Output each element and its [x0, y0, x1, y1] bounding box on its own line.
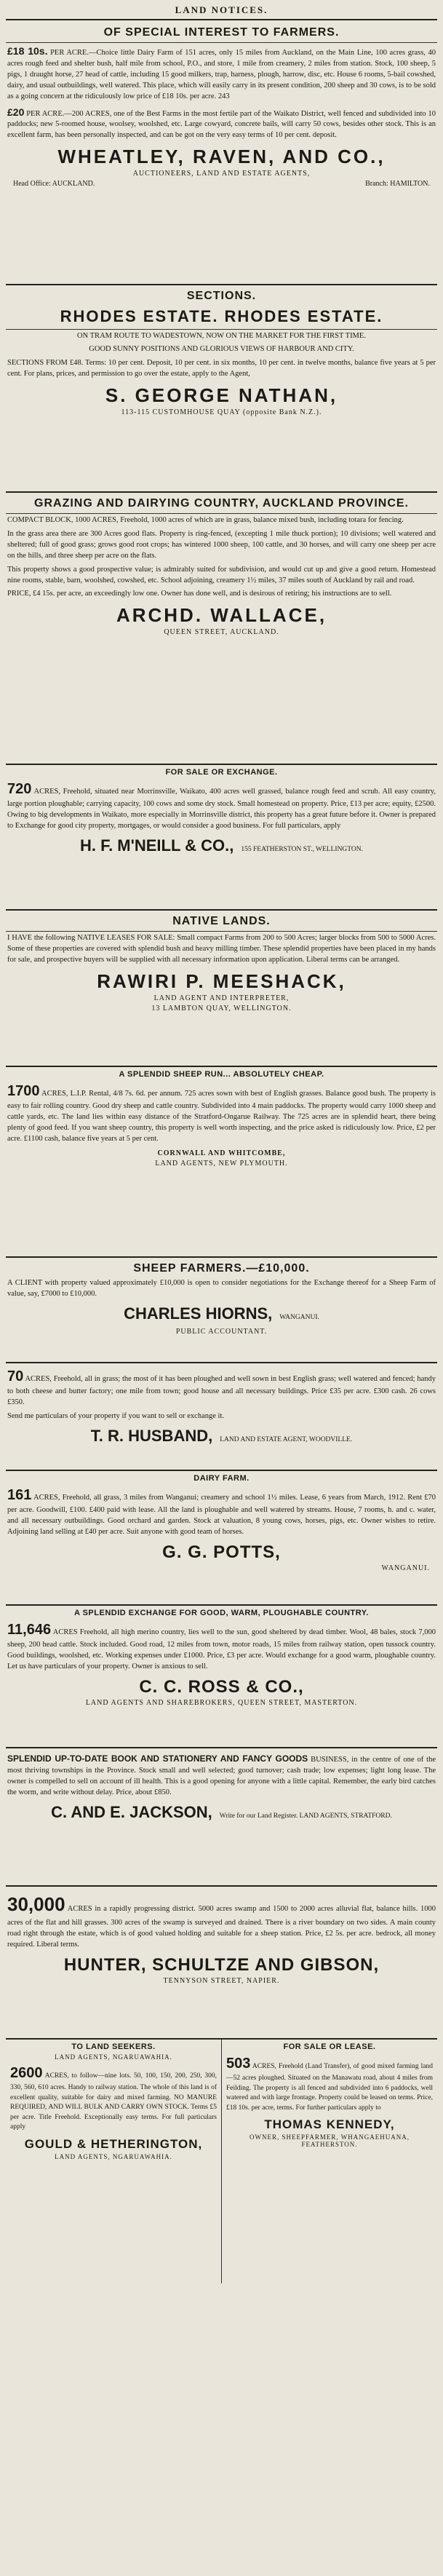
ad-text: ACRES, L.I.P. Rental, 4/8 7s. 6d. per annum. 725 acres sown with best of English grasses. Balance good bush. The property is easy to fair rolling country. Good dry sheep and cattle country. Subdivided into 4 main paddocks. The property would carry 1000 sheep and cattle yards, etc. The land lies within easy distance of the Stratford-Ongarue Railway. The 725 acres are in splendid heart, there being plenty of good feed. If you want sheep country, this property is well worth inspecting, and the price asked is ridiculously low. Price, £2 per acre. £1100 cash, balance five years at 5 per cent.: [7, 1090, 436, 1144]
firm-address: QUEEN STREET, AUCKLAND.: [164, 628, 279, 637]
firm-name: C. AND E. JACKSON,: [51, 1802, 212, 1821]
two-column-row: [6, 2040, 437, 2283]
ad-body: [226, 2053, 433, 2113]
firm-subtitle: TENNYSON STREET, NAPIER.: [163, 1976, 280, 1985]
ad-ross: [6, 1606, 437, 1748]
price-lead: £18 10s.: [7, 45, 48, 57]
firm-town: WANGANUI.: [381, 1564, 430, 1573]
ad-body: [7, 1891, 436, 1951]
ad-potts: [6, 1471, 437, 1606]
ad-body: [7, 779, 436, 832]
ad-body: [10, 2063, 217, 2133]
ad-body: [7, 1753, 436, 1799]
ad-text: BUSINESS, in the centre of one of the most thriving townships in the Province. Stock small and well selected; good turnover; cash trade; low expenses; light long lease. The owner is compelled to sell on account of ill health. This is a good opening for anyone with a little capital. Remember, the early bird catches the worm, and write without delay. Price, about £850.: [7, 1756, 436, 1796]
firm-address: 13 LAMBTON QUAY, WELLINGTON.: [151, 1004, 292, 1012]
ad-text: ACRES, to follow—nine lots. 50, 100, 150, 200, 250, 300, 330, 560, 610 acres. Handy to railway station. The whole of this land is of excellent quality, suitable for dairy and mixed farming. NO MANURE REQUIRED, AND WILL BULK AND CARRY OWN STOCK. Terms £5 per acre. Title Freehold. Exceptionally easy terms. For full particulars apply: [10, 2072, 217, 2131]
ad-rhodes-estate: [6, 285, 437, 493]
firm-name: T. R. HUSBAND,: [90, 1427, 213, 1446]
ad-charles-hiorns: [6, 1258, 437, 1363]
firm-name: G. G. POTTS,: [162, 1542, 281, 1563]
firm-name: S. GEORGE NATHAN,: [105, 384, 338, 406]
ad-body: [7, 106, 436, 142]
acreage-lead: 1700: [7, 1083, 40, 1099]
firm-subtitle: LAND AGENT AND INTERPRETER,: [153, 994, 290, 1002]
ad-text: ACRES, Freehold, all grass, 3 miles from Wanganui; creamery and school 1½ miles. Lease, 6 years from March, 1912. Rent £70 per acre. Goodwill, £100. £400 paid with lease. All the land is ploughable and well watered by streams. House, 7 rooms, h. and c. water, and all necessary outbuildings. Good orchard and garden. Stock at valuation, 8 young cows, horses, pigs, etc. Owner wishes to retire. Adjoining land selling at £40 per acre. Suit anyone with good team of horses.: [7, 1494, 436, 1537]
ad-thomas-kennedy: [221, 2040, 437, 2283]
firm-name: CORNWALL AND WHITCOMBE,: [157, 1149, 286, 1158]
price-lead: £20: [7, 106, 25, 118]
ad-text: ACRES in a rapidly progressing district. 5000 acres swamp and 1500 to 2000 acres alluvial flat, balance hills. 1000 acres of the flat and hill grasses. 300 acres of the swamp is surveyed and drained. There is a river boundary on two sides. A main county road right through the estate, which is of good valued holding and suitable for a sheep station. Price, £2 5s. per acre. bedrock, all money required. Liberal terms.: [7, 1905, 436, 1949]
firm-name: WHEATLEY, RAVEN, AND CO.,: [57, 146, 386, 168]
ad-line: GOOD SUNNY POSITIONS AND GLORIOUS VIEWS OF HARBOUR AND CITY.: [89, 344, 354, 353]
firm-name: ARCHD. WALLACE,: [116, 604, 327, 627]
ad-body: [7, 1366, 436, 1408]
head-office: Head Office: AUCKLAND.: [13, 180, 95, 189]
ad-title: DAIRY FARM.: [193, 1474, 250, 1483]
ad-title: FOR SALE OR LEASE.: [283, 2042, 376, 2051]
acreage-lead: 70: [7, 1368, 24, 1384]
branch: Branch: HAMILTON.: [365, 180, 430, 189]
ad-title: TO LAND SEEKERS.: [71, 2042, 156, 2051]
ad-text: ACRES, Freehold, all in grass; the most of it has been ploughed and well sown in best English grass; well watered and fenced; handy to both cheese and butter factory; one mile from town; good house and all necessary buildings. Price £35 per acre. £300 cash. 26 cows £350.: [7, 1375, 436, 1407]
ad-ref: 243: [217, 92, 230, 100]
firm-town: WANGANUI.: [279, 1313, 319, 1321]
ad-text: ACRES, Freehold, situated near Morrinsville, Waikato, 400 acres well grassed, balance rough feed and scrub. All easy country, large portion ploughable; carrying capacity, 100 cows and some dry stock. Small homestead on property. Price, £13 per acre; equity, £2500. Owing to big developments in Waikato, more especially in Morrinsville district, this property has a great future before it. Owner is prepared to Exchange for good city property, mortgages, or would consider a good business. For full particulars, apply: [7, 788, 436, 831]
firm-address: 113-115 CUSTOMHOUSE QUAY (opposite Bank N.Z.).: [121, 408, 322, 416]
ad-subtitle: LAND AGENTS, NGARUAWAHIA.: [55, 2053, 172, 2061]
ad-title: SHEEP FARMERS.—£10,000.: [133, 1262, 310, 1275]
masthead: LAND NOTICES.: [175, 4, 268, 15]
divider: [6, 931, 437, 932]
firm-subtitle: LAND AGENTS AND SHAREBROKERS, QUEEN STREET, MASTERTON.: [85, 1699, 358, 1708]
ad-text: COMPACT BLOCK, 1000 ACRES, Freehold, 1000 acres of which are in grass, balance mixed bush, including totara for fencing.: [7, 516, 404, 524]
ad-text: A CLIENT with property valued approximately £10,000 is open to consider negotiations for the Exchange thereof for a Sheep Farm of value, say, £7000 to £10,000.: [7, 1279, 436, 1298]
ad-text: In the grass area there are 300 Acres good flats. Property is ring-fenced, (excepting 1 mile thuck portion); 10 divisions; well watered and sheltered; full of good grass; grows good root crops; has wintered 1000 sheep, 100 cattle, and 30 horses, and will carry one sheep per acre on the hills, and three sheep per acre on the flats.: [7, 529, 436, 560]
ad-native-lands: [6, 911, 437, 1067]
acreage-lead: 2600: [10, 2065, 43, 2081]
firm-row: [6, 1304, 437, 1323]
ad-text: Send me particulars of your property if you want to sell or exchange it.: [7, 1412, 224, 1421]
ad-wheatley-raven: [6, 22, 437, 285]
firm-subtitle: PUBLIC ACCOUNTANT.: [175, 1327, 268, 1336]
firm-subtitle: Write for our Land Register. LAND AGENTS, STRATFORD.: [219, 1812, 392, 1820]
firm-name: CHARLES HIORNS,: [124, 1304, 273, 1323]
divider: [6, 42, 437, 43]
ad-line: ON TRAM ROUTE TO WADESTOWN, NOW ON THE MARKET FOR THE FIRST TIME.: [77, 332, 366, 340]
divider: [6, 19, 437, 20]
ad-body: [7, 1620, 436, 1673]
firm-subtitle: OWNER, SHEEPFARMER, WHANGAEHUANA, FEATHERSTON.: [250, 2133, 410, 2149]
ad-hunter-schultze: [6, 1887, 437, 2040]
ad-title: OF SPECIAL INTEREST TO FARMERS.: [103, 26, 340, 39]
acreage-lead: 161: [7, 1487, 32, 1503]
acreage-lead: 503: [226, 2056, 251, 2072]
divider: [6, 513, 437, 514]
ad-title: GRAZING AND DAIRYING COUNTRY, AUCKLAND PROVINCE.: [34, 497, 409, 510]
ad-text: PRICE, £4 15s. per acre, an exceedingly low one. Owner has done well, and is desirous of retiring; his instructions are to sell.: [7, 590, 392, 598]
ad-text: ACRES, Freehold (Land Transfer), of good mixed farming land—52 acres ploughed. Situated on the Manawatu road, about 4 miles from Feilding. The property is all fenced and subdivided into 6 paddocks, well watered and with large frontage. Property could be leased on terms. Price, £18 10s. per acre, terms. For further particulars apply to: [226, 2063, 433, 2112]
ad-text: PER ACRE.—Choice little Dairy Farm of 151 acres, only 15 miles from Auckland, on the Main Line, 100 acres grass, 40 acres rough feed and shelter bush, half mile from school, P.O., and store, 1 mile from creamery, 2 miles from station. Stock, 100 sheep, 5 pigs, 1 draught horse, 27 head of cattle, including 15 good milkers, trap, harness, plough, harrow, disc, etc. House 6 rooms, 5-bail cowshed, dairy, and usual outbuildings, well watered. This place, which will easily carry in its present condition, 200 sheep and 30 cows, is to be sold as a going concern at the ridiculously low price of £18 10s. per acre.: [7, 49, 436, 100]
ad-text: This property shows a good prospective value; is admirably suited for subdivision, and would cut up and give a good return. Homestead nine rooms, stable, barn, woolshed, cowshed, etc. School adjoining, creamery 1½ miles, 37 miles south of Auckland by rail and road.: [7, 565, 436, 584]
ad-text: I HAVE the following NATIVE LEASES FOR SALE: Small compact Farms from 200 to 500 Acres; larger blocks from 500 to 5000 Acres. Some of these properties are covered with splendid bush and heavy milling timber. These splendid properties have been placed in my hands for sale, and prospective buyers will be supplied with all necessary information upon application. Liberal terms can be arranged.: [7, 934, 436, 964]
firm-subtitle: LAND AGENTS, NEW PLYMOUTH.: [155, 1160, 288, 1168]
firm-subtitle: AUCTIONEERS, LAND AND ESTATE AGENTS,: [132, 170, 311, 178]
acreage-lead: 720: [7, 781, 32, 797]
ad-two-column: [6, 2040, 437, 2283]
ad-sheep-run: [6, 1067, 437, 1258]
firm-name: H. F. M'NEILL & CO.,: [79, 836, 234, 855]
office-row: [13, 180, 430, 188]
ad-lead: SPLENDID UP-TO-DATE BOOK AND STATIONERY AND FANCY GOODS: [7, 1753, 308, 1764]
firm-row: [6, 836, 437, 855]
firm-name: HUNTER, SCHULTZE AND GIBSON,: [63, 1954, 380, 1975]
firm-row: [6, 1427, 437, 1446]
firm-subtitle: LAND AGENTS, NGARUAWAHIA.: [55, 2152, 172, 2160]
ad-body: [7, 44, 436, 103]
ad-title: FOR SALE OR EXCHANGE.: [165, 768, 278, 777]
firm-subtitle: LAND AND ESTATE AGENT, WOODVILLE.: [220, 1436, 353, 1444]
acreage-lead: 11,646: [7, 1622, 52, 1638]
ad-section: SECTIONS.: [186, 290, 257, 302]
firm-row: [6, 1803, 437, 1822]
ad-title: RHODES ESTATE. RHODES ESTATE.: [60, 307, 383, 325]
ad-text: ACRES Freehold, all high merino country, lies well to the sun, good sheltered by dead timber. Wool, 48 bales, stock 7,000 sheep, 200 head cattle. Stock included. Good road, 12 miles from town, motor roads, 15 miles from railway station, open tussock country. Good buildings, woolshed, etc. Working expenses under £1000. Price, £3 per acre. Would exchange for a good warm, ploughable country. Let us have particulars of your property. Owner is anxious to sell.: [7, 1628, 436, 1671]
ad-title: A SPLENDID EXCHANGE FOR GOOD, WARM, PLOUGHABLE COUNTRY.: [74, 1609, 369, 1617]
ad-body: [7, 1081, 436, 1145]
ad-body: [7, 1485, 436, 1538]
firm-name: C. C. ROSS & CO.,: [139, 1677, 304, 1697]
ad-text: SECTIONS FROM £48. Terms: 10 per cent. Deposit, 10 per cent. in six months, 10 per cent. in twelve months, balance five years at 5 per cent. For plans, prices, and permission to go over the estate, apply to the Agent,: [7, 358, 436, 378]
ad-archd-wallace: [6, 493, 437, 765]
ad-mcneill: [6, 765, 437, 911]
ad-jackson: [6, 1748, 437, 1887]
ad-title: A SPLENDID SHEEP RUN... ABSOLUTELY CHEAP.: [119, 1070, 324, 1079]
divider: [6, 329, 437, 330]
firm-name: RAWIRI P. MEESHACK,: [97, 970, 346, 992]
ad-husband: [6, 1363, 437, 1471]
firm-address: 155 FEATHERSTON ST., WELLINGTON.: [241, 846, 364, 854]
firm-name: THOMAS KENNEDY,: [264, 2117, 395, 2132]
firm-name: GOULD & HETHERINGTON,: [24, 2136, 203, 2151]
ad-gould-hetherington: [6, 2040, 221, 2283]
ad-text: PER ACRE.—200 ACRES, one of the Best Farms in the most fertile part of the Waikato District, well fenced and subdivided into 10 paddocks; new 5-roomed house, woolsey, woolshed, etc. Large cowyard, concrete bails, will carry 50 cows, besides other stock. This is an excellent farm, has been personally inspected, and can be got on the very easy terms of 10 per cent. deposit.: [7, 109, 436, 140]
ad-title: NATIVE LANDS.: [172, 915, 271, 927]
acreage-lead: 30,000: [7, 1893, 65, 1915]
